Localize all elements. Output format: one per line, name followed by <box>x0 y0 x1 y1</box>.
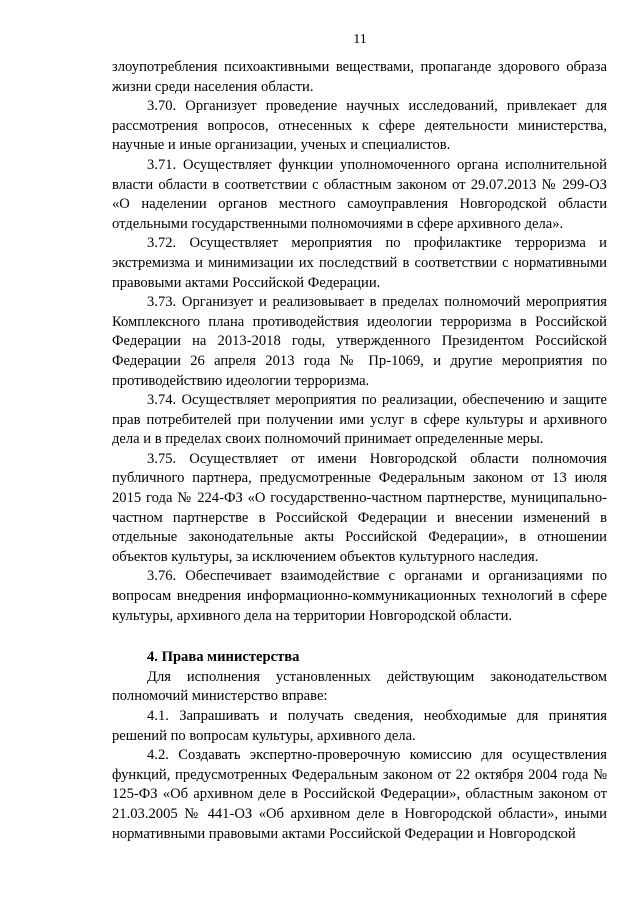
paragraph-continuation: злоупотребления психоактивными веществами, пропаганде здорового образа жизни среди населения области. <box>112 59 607 95</box>
section-4-heading: 4. Права министерства <box>147 649 300 666</box>
paragraph-3-74: 3.74. Осуществляет мероприятия по реализации, обеспечению и защите прав потребителей при получении ими услуг в сфере культуры и архивного дела и в пределах своих полномочий принимает определенные меры. <box>112 392 607 448</box>
paragraph-4-2: 4.2. Создавать экспертно-проверочную комиссию для осуществления функций, предусмотренных Федеральным законом от 22 октября 2004 года № 125-ФЗ «Об архивном деле в Российской Федерации», областным законом от 21.03.2005 № 441-ОЗ «Об архивном деле в Новгородской области», иными нормативными правовыми актами Российской Федерации и Новгородской <box>112 747 607 842</box>
paragraph-3-73: 3.73. Организует и реализовывает в пределах полномочий мероприятия Комплексного плана противодействия идеологии терроризма в Российской Федерации на 2013-2018 годы, утвержденного Президентом Российской Федерации 26 апреля 2013 года № Пр-1069, и другие мероприятия по противодействию идеологии терроризма. <box>112 294 607 389</box>
paragraph-3-70: 3.70. Организует проведение научных исследований, привлекает для рассмотрения вопросов, отнесенных к сфере деятельности министерства, научные и иные организации, ученых и специалистов. <box>112 98 607 154</box>
paragraph-3-72: 3.72. Осуществляет мероприятия по профилактике терроризма и экстремизма и минимизации их последствий в соответствии с нормативными правовыми актами Российской Федерации. <box>112 235 607 291</box>
page-number: 11 <box>353 32 367 47</box>
paragraph-3-75: 3.75. Осуществляет от имени Новгородской области полномочия публичного партнера, предусмотренные Федеральным законом от 13 июля 2015 года № 224-ФЗ «О государственно-частном партнерстве, муниципально-частном партнерстве в Российской Федерации и внесении изменений в отдельные законодательные акты Российской Федерации», в отношении объектов культуры, за исключением объектов культурного наследия. <box>112 450 607 565</box>
document-body <box>112 58 607 844</box>
section-4-intro: Для исполнения установленных действующим законодательством полномочий министерство вправе: <box>112 668 607 705</box>
paragraph-3-71: 3.71. Осуществляет функции уполномоченного органа исполнительной власти области в соответствии с областным законом от 29.07.2013 № 299-ОЗ «О наделении органов местного самоуправления Новгородской области отдельными государственными полномочиями в сфере архивного дела». <box>112 156 607 232</box>
paragraph-3-76: 3.76. Обеспечивает взаимодействие с органами и организациями по вопросам внедрения информационно-коммуникационных технологий в сфере культуры, архивного дела на территории Новгородской области. <box>112 568 607 624</box>
paragraph-4-1: 4.1. Запрашивать и получать сведения, необходимые для принятия решений по вопросам культуры, архивного дела. <box>112 708 607 744</box>
